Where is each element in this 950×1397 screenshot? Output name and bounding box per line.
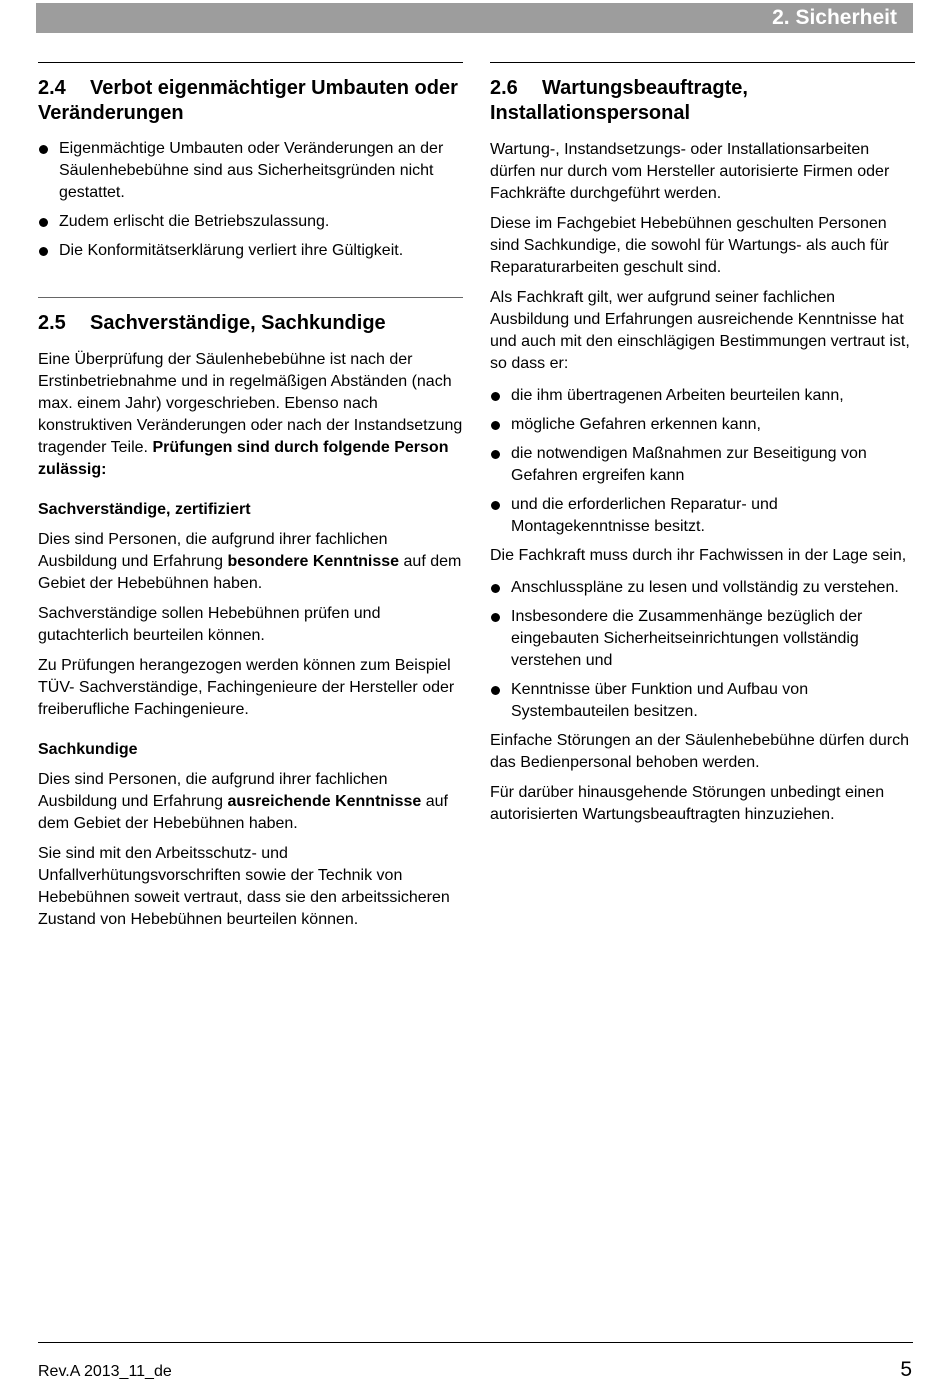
right-column xyxy=(490,62,915,826)
section-number: 2.5 xyxy=(38,312,66,334)
section-title: Verbot eigenmächtiger Umbauten oder Veränderungen xyxy=(38,77,458,124)
list-item: die ihm übertragenen Arbeiten beurteilen kann, xyxy=(490,385,915,407)
bullet-list xyxy=(490,385,915,538)
revision-label: Rev.A 2013_11_de xyxy=(38,1363,172,1380)
list-item: Kenntnisse über Funktion und Aufbau von Systembauteilen besitzen. xyxy=(490,679,915,723)
section-number: 2.6 xyxy=(490,77,518,99)
section-number: 2.4 xyxy=(38,77,66,99)
list-item: Eigenmächtige Umbauten oder Veränderungen an der Säulenhebebühne sind aus Sicherheitsgründen nicht gestattet. xyxy=(38,138,463,204)
paragraph xyxy=(38,529,463,595)
paragraph: Als Fachkraft gilt, wer aufgrund seiner fachlichen Ausbildung und Erfahrungen ausreichende Kenntnisse hat und auch mit den einschlägigen Bestimmungen vertraut ist, so dass er: xyxy=(490,289,910,372)
paragraph: Wartung-, Instandsetzungs- oder Installationsarbeiten dürfen nur durch vom Hersteller autorisierte Firmen oder Fachkräfte durchgeführt werden. xyxy=(490,141,890,202)
section-title: Wartungsbeauftragte, Installationspersonal xyxy=(490,77,748,124)
footer-rule xyxy=(38,1342,913,1343)
list-item: Insbesondere die Zusammenhänge bezüglich der eingebauten Sicherheitseinrichtungen vollständig verstehen und xyxy=(490,606,915,672)
bullet-list xyxy=(490,577,915,723)
paragraph: Einfache Störungen an der Säulenhebebühne dürfen durch das Bedienpersonal behoben werden. xyxy=(490,732,909,771)
section-title: Sachverständige, Sachkundige xyxy=(90,312,386,334)
list-item: Die Konformitätserklärung verliert ihre Gültigkeit. xyxy=(38,240,463,262)
section-rule xyxy=(38,62,463,63)
paragraph-text: Eine Überprüfung der Säulenhebebühne ist nach der Erstinbetriebnahme und in regelmäßigen Abständen (nach max. einem Jahr) vorgeschrieben. Ebenso nach konstruktiven Veränderungen oder nach der Instandsetzung tragender Teile. xyxy=(38,351,463,456)
list-item: die notwendigen Maßnahmen zur Beseitigung von Gefahren ergreifen kann xyxy=(490,443,915,487)
section-rule xyxy=(490,62,915,63)
paragraph-text: Dies sind Personen, die aufgrund ihrer fachlichen Ausbildung und Erfahrung xyxy=(38,771,388,810)
paragraph: Zu Prüfungen herangezogen werden können zum Beispiel TÜV- Sachverständige, Fachingenieure der Hersteller oder freiberufliche Fachingenieure. xyxy=(38,657,455,718)
left-column xyxy=(38,62,463,931)
paragraph: Diese im Fachgebiet Hebebühnen geschulten Personen sind Sachkundige, die sowohl für Wartungs- als auch für Reparaturarbeiten geschult sind. xyxy=(490,215,889,276)
paragraph: Sachverständige sollen Hebebühnen prüfen und gutachterlich beurteilen können. xyxy=(38,605,381,644)
paragraph xyxy=(38,349,463,481)
paragraph-text: auf dem Gebiet der Hebebühnen haben. xyxy=(38,793,448,832)
list-item: Anschlusspläne zu lesen und vollständig zu verstehen. xyxy=(490,577,915,599)
bullet-list xyxy=(38,138,463,262)
paragraph-text: auf dem Gebiet der Hebebühnen haben. xyxy=(38,553,462,592)
subsection-heading: Sachverständige, zertifiziert xyxy=(38,501,251,518)
bold-text: besondere Kenntnisse xyxy=(227,553,400,570)
bold-text: ausreichende Kenntnisse xyxy=(227,793,422,810)
list-item: Zudem erlischt die Betriebszulassung. xyxy=(38,211,463,233)
paragraph: Für darüber hinausgehende Störungen unbedingt einen autorisierten Wartungsbeauftragten hinzuziehen. xyxy=(490,784,885,823)
paragraph xyxy=(38,769,463,835)
paragraph: Sie sind mit den Arbeitsschutz- und Unfallverhütungsvorschriften sowie der Technik von Hebebühnen soweit vertraut, dass sie den arbeitssicheren Zustand von Hebebühnen beurteilen können. xyxy=(38,845,450,928)
chapter-header xyxy=(36,3,913,33)
chapter-title: 2. Sicherheit xyxy=(772,6,897,29)
page-number: 5 xyxy=(900,1358,912,1381)
section-2-5-heading xyxy=(38,311,463,336)
section-2-6-heading xyxy=(490,76,915,126)
bold-text: Prüfungen sind durch folgende Person zulässig: xyxy=(38,439,449,478)
list-item: und die erforderlichen Reparatur- und Montagekenntnisse besitzt. xyxy=(490,494,915,538)
paragraph: Die Fachkraft muss durch ihr Fachwissen in der Lage sein, xyxy=(490,547,907,564)
subsection-heading: Sachkundige xyxy=(38,741,138,758)
paragraph-text: Dies sind Personen, die aufgrund ihrer fachlichen Ausbildung und Erfahrung xyxy=(38,531,388,570)
section-rule xyxy=(38,297,463,298)
section-2-4-heading xyxy=(38,76,463,126)
list-item: mögliche Gefahren erkennen kann, xyxy=(490,414,915,436)
